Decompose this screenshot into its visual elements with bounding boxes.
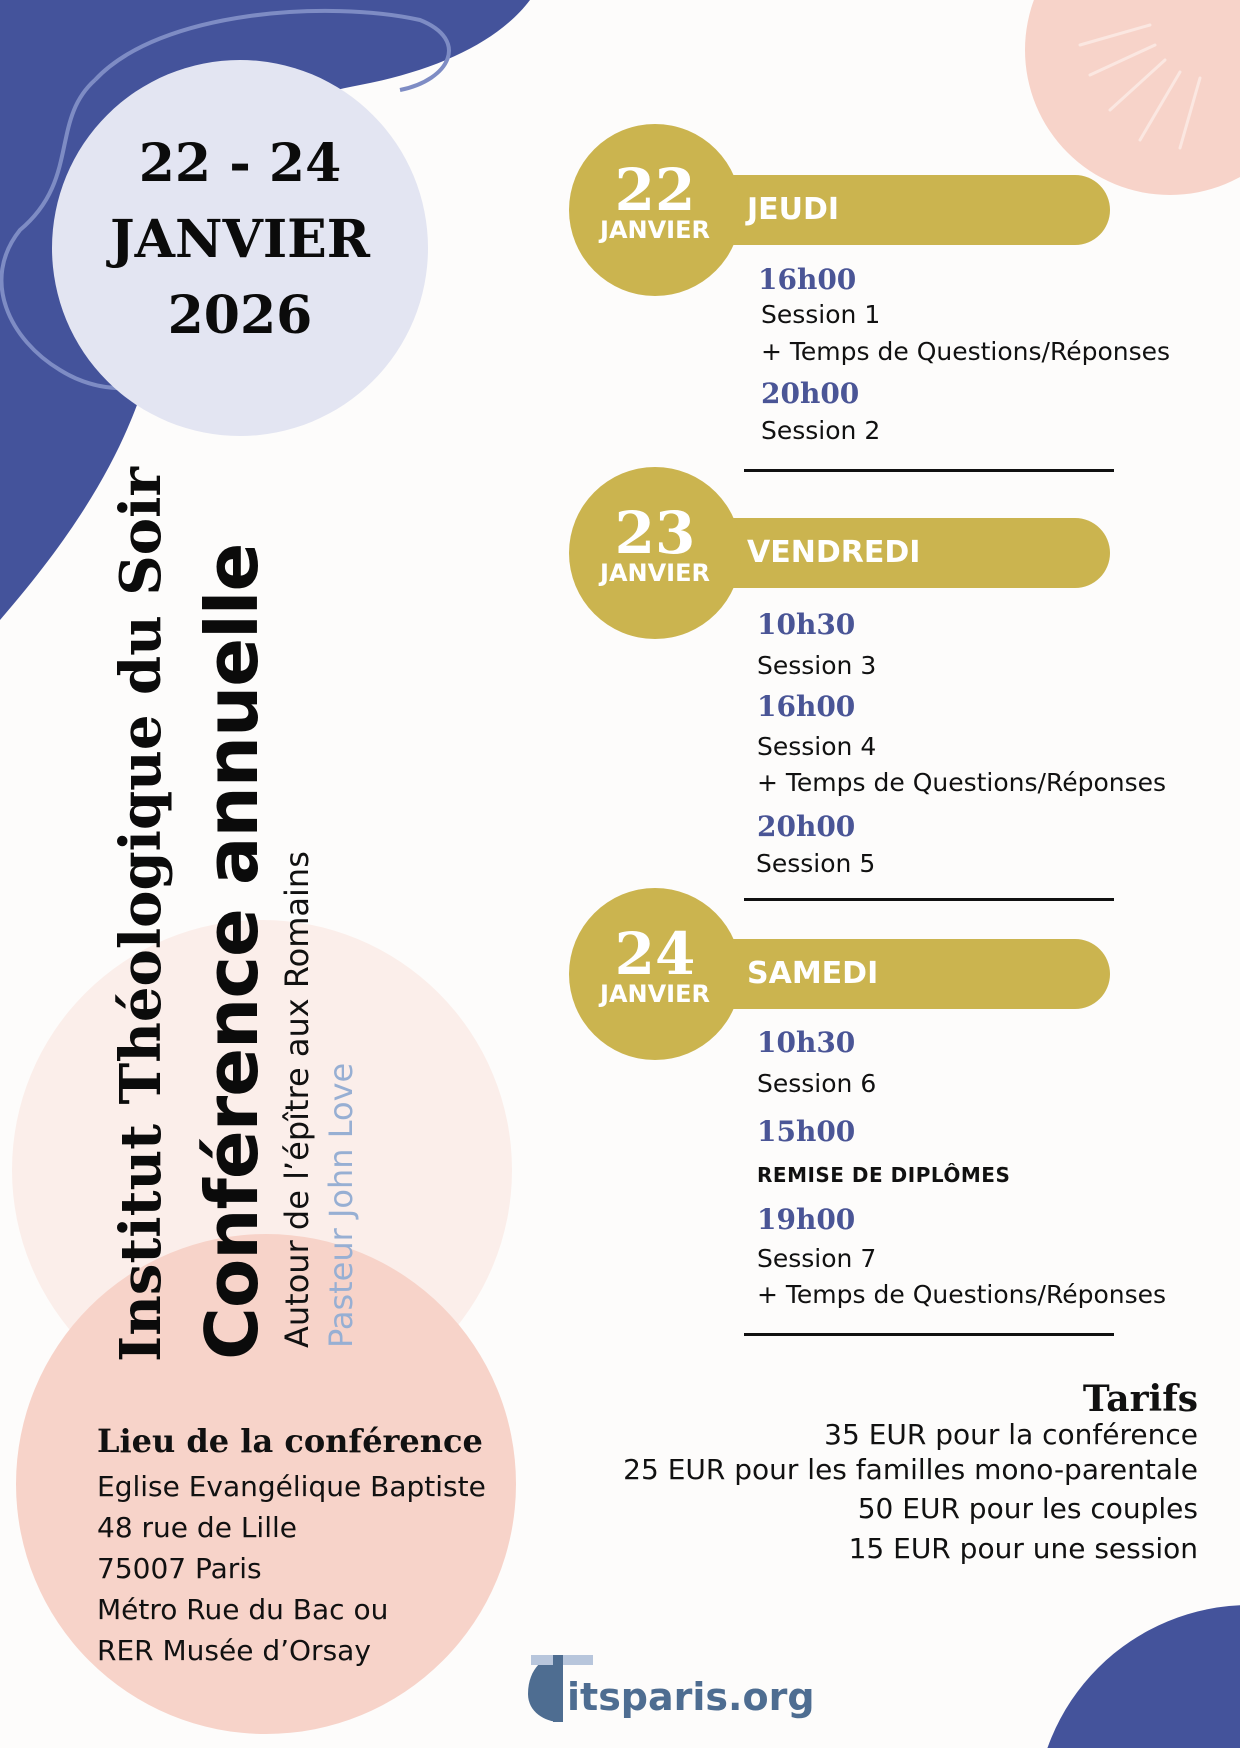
day-name: JEUDI	[747, 192, 840, 227]
day-month: JANVIER	[600, 980, 710, 1008]
navy-circle-bottom-right	[1035, 1605, 1240, 1748]
date-year: 2026	[167, 285, 313, 346]
speaker-name: Pasteur John Love	[322, 1062, 360, 1348]
venue-line: 48 rue de Lille	[97, 1511, 297, 1544]
graduation-label: REMISE DE DIPLÔMES	[757, 1163, 1011, 1187]
day-month: JANVIER	[600, 216, 710, 244]
day-name: SAMEDI	[747, 956, 879, 991]
session-time: 19h00	[757, 1203, 856, 1236]
divider	[744, 469, 1114, 472]
tarif-line: 25 EUR pour les familles mono-parentale	[623, 1453, 1198, 1486]
session-time: 10h30	[757, 608, 856, 641]
day-number: 24	[614, 920, 696, 988]
tarifs-heading: Tarifs	[1082, 1378, 1198, 1420]
event-dates	[52, 126, 428, 354]
date-month: JANVIER	[110, 209, 370, 270]
day-month: JANVIER	[600, 559, 710, 587]
session-time: 20h00	[757, 810, 856, 843]
institute-title: Institut Théologique du Soir	[108, 467, 174, 1362]
session-time: 10h30	[757, 1026, 856, 1059]
session-label: + Temps de Questions/Réponses	[757, 768, 1167, 797]
session-label: Session 7	[757, 1244, 877, 1273]
session-label: Session 2	[761, 416, 881, 445]
venue-line: RER Musée d’Orsay	[97, 1634, 371, 1667]
session-label: + Temps de Questions/Réponses	[757, 1280, 1167, 1309]
divider	[744, 898, 1114, 901]
session-time: 16h00	[757, 690, 856, 723]
date-range: 22 - 24	[138, 133, 342, 194]
session-time: 16h00	[758, 263, 857, 296]
session-label: Session 4	[757, 732, 877, 761]
conference-subtitle: Autour de l’épître aux Romains	[278, 851, 316, 1348]
session-time: 15h00	[757, 1115, 856, 1148]
venue-heading: Lieu de la conférence	[97, 1422, 483, 1460]
session-label: Session 5	[756, 849, 876, 878]
conference-title: Conférence annuelle	[190, 543, 274, 1360]
day-name: VENDREDI	[747, 535, 921, 570]
tarif-line: 15 EUR pour une session	[848, 1532, 1198, 1565]
website-link[interactable]: itsparis.org	[567, 1675, 815, 1719]
session-label: + Temps de Questions/Réponses	[761, 337, 1171, 366]
session-time: 20h00	[761, 377, 860, 410]
tarif-line: 35 EUR pour la conférence	[824, 1418, 1198, 1451]
venue-line: Eglise Evangélique Baptiste	[97, 1470, 486, 1503]
day-number: 22	[614, 156, 696, 224]
session-label: Session 1	[761, 300, 881, 329]
tarif-line: 50 EUR pour les couples	[857, 1492, 1198, 1525]
venue-line: Métro Rue du Bac ou	[97, 1593, 389, 1626]
session-label: Session 3	[757, 651, 877, 680]
session-label: Session 6	[757, 1069, 877, 1098]
venue-line: 75007 Paris	[97, 1552, 262, 1585]
divider	[744, 1333, 1114, 1336]
day-number: 23	[614, 499, 696, 567]
